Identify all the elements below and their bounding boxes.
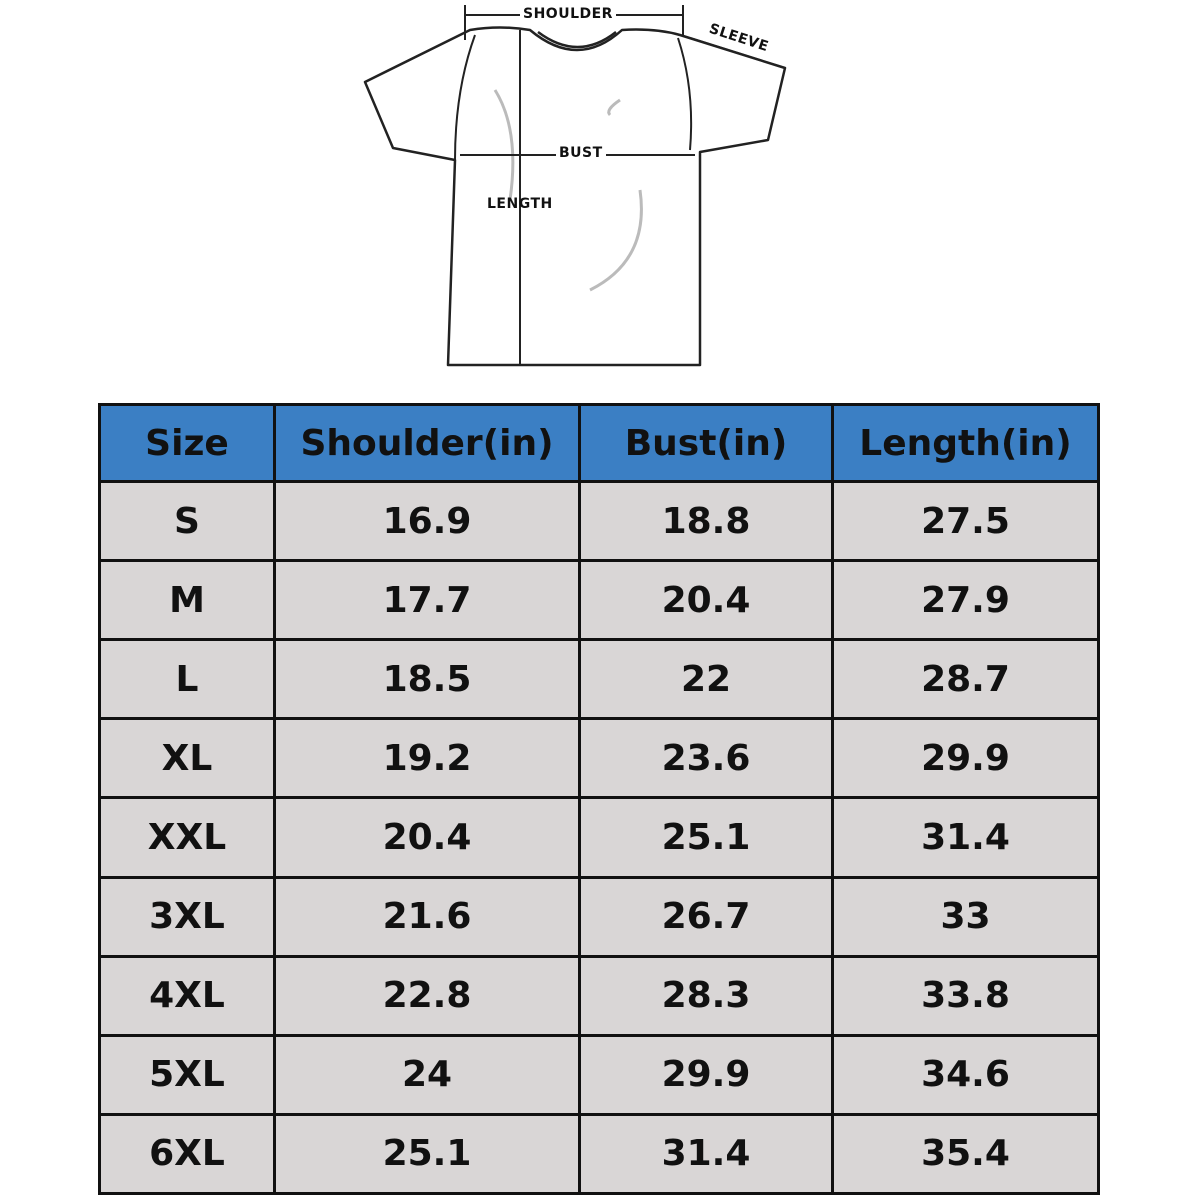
header-size: Size <box>100 405 275 482</box>
tshirt-diagram <box>0 0 1200 380</box>
cell-length: 33.8 <box>833 956 1099 1035</box>
table-row <box>100 956 1099 1035</box>
table-row <box>100 1035 1099 1114</box>
table-row <box>100 798 1099 877</box>
cell-size: 4XL <box>100 956 275 1035</box>
cell-length: 34.6 <box>833 1035 1099 1114</box>
cell-shoulder: 19.2 <box>275 719 580 798</box>
cell-size: XXL <box>100 798 275 877</box>
cell-size: L <box>100 640 275 719</box>
cell-length: 35.4 <box>833 1114 1099 1193</box>
cell-bust: 28.3 <box>580 956 833 1035</box>
header-length: Length(in) <box>833 405 1099 482</box>
cell-length: 33 <box>833 877 1099 956</box>
cell-shoulder: 22.8 <box>275 956 580 1035</box>
table-row <box>100 482 1099 561</box>
table-header-row <box>100 405 1099 482</box>
cell-shoulder: 21.6 <box>275 877 580 956</box>
table-row <box>100 719 1099 798</box>
sleeve-label: SLEEVE <box>707 20 771 56</box>
cell-bust: 29.9 <box>580 1035 833 1114</box>
header-shoulder: Shoulder(in) <box>275 405 580 482</box>
length-label: LENGTH <box>487 196 553 212</box>
cell-size: 3XL <box>100 877 275 956</box>
cell-shoulder: 20.4 <box>275 798 580 877</box>
table-row <box>100 561 1099 640</box>
size-chart-table <box>98 403 1100 1195</box>
bust-label: BUST <box>556 145 606 161</box>
cell-size: S <box>100 482 275 561</box>
table-row <box>100 640 1099 719</box>
cell-bust: 20.4 <box>580 561 833 640</box>
cell-shoulder: 17.7 <box>275 561 580 640</box>
cell-length: 31.4 <box>833 798 1099 877</box>
cell-shoulder: 25.1 <box>275 1114 580 1193</box>
cell-length: 29.9 <box>833 719 1099 798</box>
cell-size: 5XL <box>100 1035 275 1114</box>
cell-size: 6XL <box>100 1114 275 1193</box>
cell-length: 27.9 <box>833 561 1099 640</box>
cell-bust: 23.6 <box>580 719 833 798</box>
cell-shoulder: 18.5 <box>275 640 580 719</box>
cell-bust: 22 <box>580 640 833 719</box>
cell-size: XL <box>100 719 275 798</box>
cell-length: 27.5 <box>833 482 1099 561</box>
shirt-outline <box>365 28 785 366</box>
cell-size: M <box>100 561 275 640</box>
cell-bust: 31.4 <box>580 1114 833 1193</box>
cell-shoulder: 16.9 <box>275 482 580 561</box>
cell-bust: 18.8 <box>580 482 833 561</box>
cell-bust: 26.7 <box>580 877 833 956</box>
header-bust: Bust(in) <box>580 405 833 482</box>
shoulder-label: SHOULDER <box>520 6 616 22</box>
cell-shoulder: 24 <box>275 1035 580 1114</box>
table-row <box>100 877 1099 956</box>
cell-bust: 25.1 <box>580 798 833 877</box>
table-row <box>100 1114 1099 1193</box>
cell-length: 28.7 <box>833 640 1099 719</box>
